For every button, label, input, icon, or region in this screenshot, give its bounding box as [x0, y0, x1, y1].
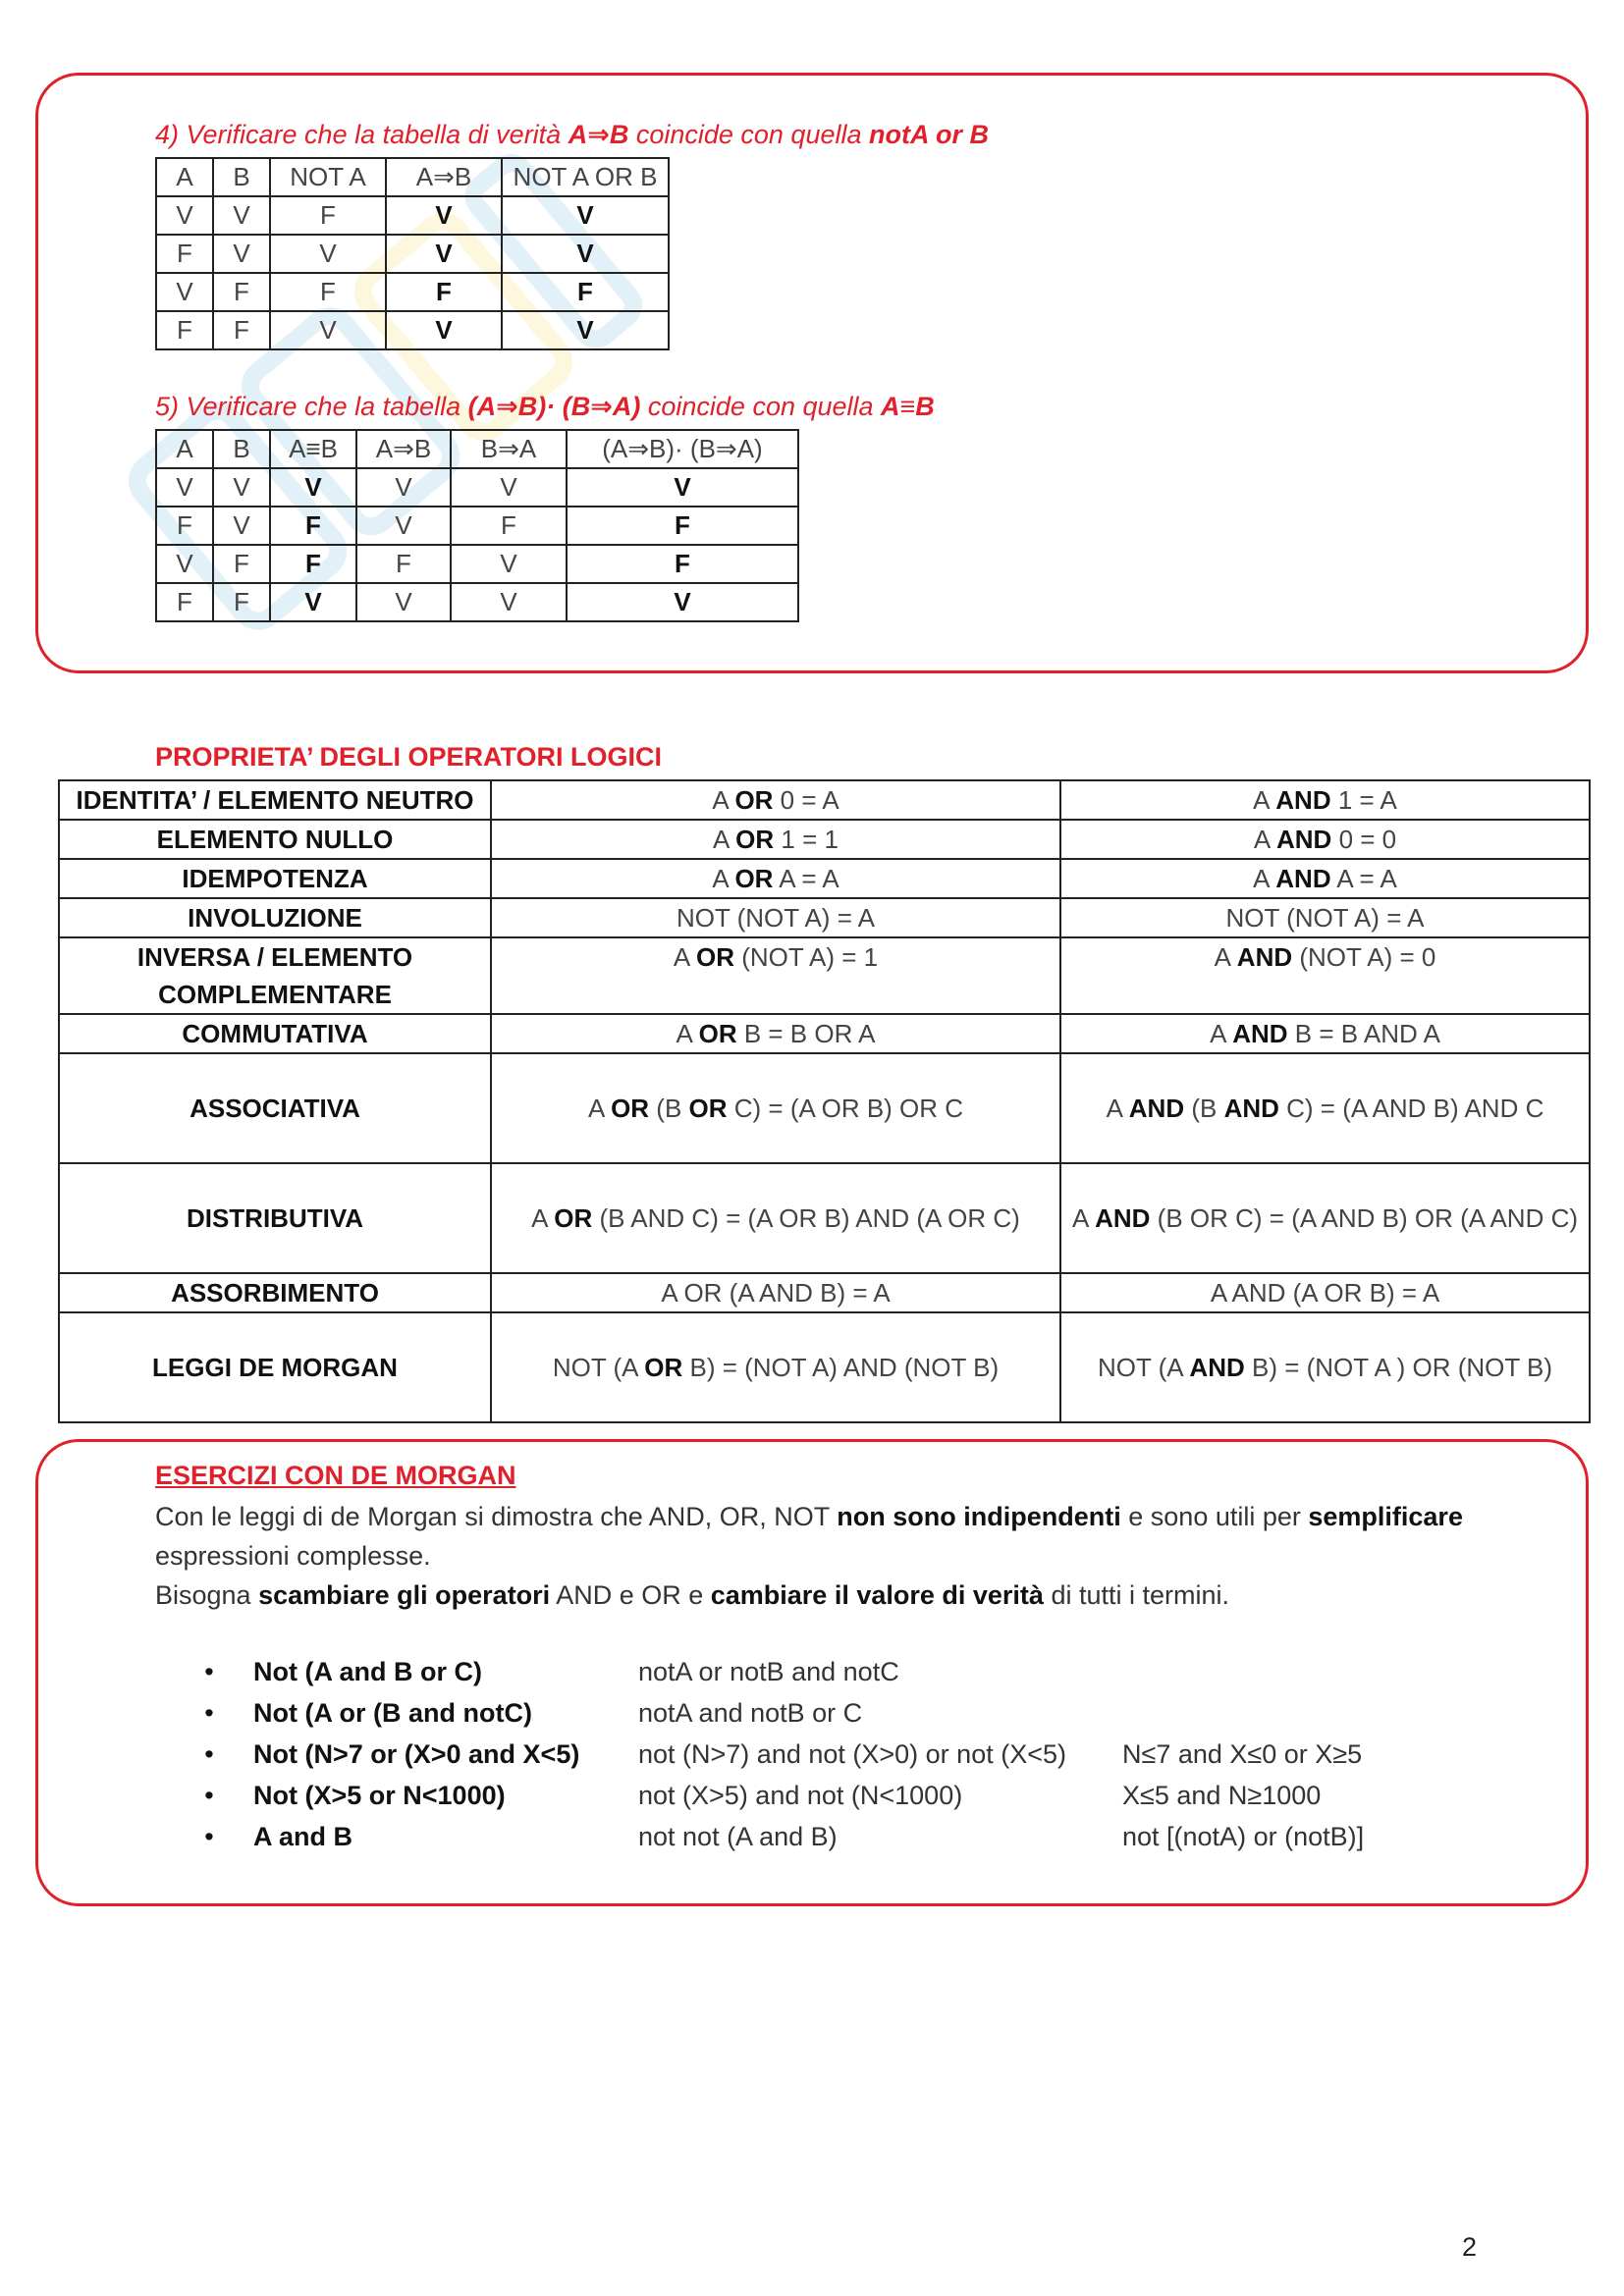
cell: V: [386, 196, 502, 235]
rule-text: B = B OR A: [736, 1019, 876, 1048]
header-cell: B: [213, 158, 270, 196]
rule-text: (B OR C) = (A AND B) OR (A AND C): [1150, 1203, 1579, 1233]
cell: F: [156, 311, 213, 349]
cell: F: [156, 583, 213, 621]
properties-table: [58, 779, 1591, 1423]
cell: V: [213, 235, 270, 273]
or-rule: [491, 1312, 1060, 1422]
cell: V: [213, 468, 270, 507]
property-name: INVOLUZIONE: [59, 898, 491, 937]
rule-operator: OR: [734, 864, 774, 893]
rule-operator: OR: [698, 1019, 737, 1048]
table-row: [59, 1014, 1590, 1053]
truth-table-5: [155, 429, 799, 622]
exercise-result: not not (A and B): [638, 1822, 838, 1851]
rule-text: A: [712, 864, 735, 893]
rule-text: A: [531, 1203, 555, 1233]
property-name: ELEMENTO NULLO: [59, 820, 491, 859]
cell: F: [213, 545, 270, 583]
rule-text: NOT (A: [552, 1353, 645, 1382]
rule-text: A: [676, 1019, 699, 1048]
rule-text: A: [673, 942, 696, 972]
table-header-row: [156, 430, 798, 468]
rule-text: A: [1214, 942, 1237, 972]
table-row: [156, 468, 798, 507]
rule-text: A = A: [773, 864, 839, 893]
exercise-simplified: not [(notA) or (notB)]: [1122, 1822, 1365, 1851]
bullet-icon: •: [204, 1657, 214, 1686]
exercise-expression: Not (X>5 or N<1000): [253, 1781, 506, 1810]
exercise-expression: A and B: [253, 1822, 352, 1851]
or-rule: [491, 937, 1060, 1014]
cell: V: [213, 196, 270, 235]
rule-text: C) = (A OR B) OR C: [727, 1094, 964, 1123]
header-cell: B⇒A: [451, 430, 567, 468]
rule-text: NOT (NOT A) = A: [1225, 903, 1425, 933]
heading-expr: A⇒B: [568, 120, 629, 149]
heading-text: coincide con quella: [640, 392, 882, 421]
exercise-simplified: X≤5 and N≥1000: [1122, 1781, 1322, 1810]
exercise-result: notA and notB or C: [638, 1698, 863, 1728]
or-rule: [491, 820, 1060, 859]
rule-text: NOT (NOT A) = A: [676, 903, 876, 933]
rule-text: C) = (A AND B) AND C: [1278, 1094, 1544, 1123]
table-row: [59, 1053, 1590, 1163]
rule-text: (B: [649, 1094, 689, 1123]
property-name: INVERSA / ELEMENTO COMPLEMENTARE: [59, 937, 491, 1014]
table-row: [59, 937, 1590, 1014]
property-name: COMMUTATIVA: [59, 1014, 491, 1053]
rule-text: (B AND C) = (A OR B) AND (A OR C): [592, 1203, 1020, 1233]
rule-operator: AND: [1189, 1353, 1245, 1382]
rule-operator: AND: [1275, 785, 1331, 815]
paragraph-text: di tutti i termini.: [1043, 1580, 1229, 1610]
cell: F: [156, 235, 213, 273]
rule-text: A: [1253, 825, 1276, 854]
header-cell: B: [213, 430, 270, 468]
rule-text: A: [1210, 1019, 1233, 1048]
paragraph-bold: cambiare il valore di verità: [710, 1580, 1044, 1610]
cell: F: [567, 545, 798, 583]
rule-text: A AND (A OR B) = A: [1210, 1278, 1440, 1308]
cell: V: [156, 545, 213, 583]
cell: V: [502, 235, 669, 273]
rule-operator: OR: [735, 825, 775, 854]
header-cell: (A⇒B)· (B⇒A): [567, 430, 798, 468]
rule-text: 1 = A: [1330, 785, 1397, 815]
rule-operator: AND: [1128, 1094, 1185, 1123]
and-rule: [1060, 1053, 1590, 1163]
rule-operator: AND: [1276, 825, 1332, 854]
bullet-icon: •: [204, 1781, 214, 1810]
cell: F: [567, 507, 798, 545]
or-rule: [491, 859, 1060, 898]
cell: V: [270, 583, 356, 621]
and-rule: [1060, 1273, 1590, 1312]
or-rule: [491, 1273, 1060, 1312]
rule-text: B) = (NOT A ) OR (NOT B): [1244, 1353, 1553, 1382]
header-cell: A: [156, 158, 213, 196]
exercise-5-heading: [155, 392, 935, 422]
cell: V: [451, 468, 567, 507]
cell: V: [270, 311, 386, 349]
rule-operator: OR: [644, 1353, 683, 1382]
table-row: [59, 1273, 1590, 1312]
table-row: [156, 507, 798, 545]
rule-operator: AND: [1232, 1019, 1288, 1048]
table-row: [156, 235, 669, 273]
paragraph-bold: non sono indipendenti: [837, 1502, 1121, 1531]
cell: V: [356, 583, 451, 621]
table-row: [59, 898, 1590, 937]
cell: V: [356, 468, 451, 507]
rule-text: B = B AND A: [1287, 1019, 1440, 1048]
cell: V: [502, 311, 669, 349]
page-number: 2: [1461, 2232, 1477, 2262]
exercise-result: not (N>7) and not (X>0) or not (X<5): [638, 1739, 1066, 1769]
rule-operator: OR: [695, 942, 734, 972]
table-row: [59, 859, 1590, 898]
rule-operator: OR: [554, 1203, 593, 1233]
rule-text: A: [587, 1094, 612, 1123]
cell: V: [270, 468, 356, 507]
exercise-result: not (X>5) and not (N<1000): [638, 1781, 963, 1810]
cell: V: [567, 583, 798, 621]
demorgan-paragraph-1: [155, 1497, 1530, 1575]
header-cell: A≡B: [270, 430, 356, 468]
and-rule: [1060, 1163, 1590, 1273]
rule-text: A: [1106, 1094, 1129, 1123]
property-name: LEGGI DE MORGAN: [59, 1312, 491, 1422]
paragraph-text: e sono utili per: [1120, 1502, 1309, 1531]
cell: V: [451, 545, 567, 583]
rule-text: A: [713, 825, 736, 854]
header-cell: NOT A: [270, 158, 386, 196]
property-name: ASSOCIATIVA: [59, 1053, 491, 1163]
rule-text: NOT (A: [1097, 1353, 1190, 1382]
bullet-icon: •: [204, 1698, 214, 1728]
cell: F: [270, 507, 356, 545]
exercise-simplified: N≤7 and X≤0 or X≥5: [1122, 1739, 1363, 1769]
cell: V: [270, 235, 386, 273]
truth-table-4: [155, 157, 670, 350]
cell: V: [156, 273, 213, 311]
paragraph-bold: semplificare: [1308, 1502, 1463, 1531]
cell: F: [270, 196, 386, 235]
cell: V: [386, 235, 502, 273]
property-name: IDENTITA’ / ELEMENTO NEUTRO: [59, 780, 491, 820]
cell: V: [156, 468, 213, 507]
heading-text: coincide con quella: [628, 120, 869, 149]
header-cell: A⇒B: [386, 158, 502, 196]
exercise-4-heading: [155, 120, 989, 150]
and-rule: [1060, 820, 1590, 859]
cell: F: [451, 507, 567, 545]
cell: V: [502, 196, 669, 235]
cell: F: [356, 545, 451, 583]
cell: F: [213, 273, 270, 311]
rule-text: A: [1071, 1203, 1096, 1233]
cell: F: [270, 273, 386, 311]
paragraph-bold: scambiare gli operatori: [258, 1580, 551, 1610]
rule-operator: OR: [734, 785, 774, 815]
rule-text: (NOT A) = 0: [1292, 942, 1436, 972]
cell: V: [386, 311, 502, 349]
table-row: [59, 1163, 1590, 1273]
cell: F: [156, 507, 213, 545]
rule-operator: AND: [1236, 942, 1293, 972]
cell: F: [386, 273, 502, 311]
rule-text: 0 = A: [773, 785, 839, 815]
rule-operator: AND: [1275, 864, 1331, 893]
table-row: [59, 780, 1590, 820]
and-rule: [1060, 859, 1590, 898]
exercise-expression: Not (N>7 or (X>0 and X<5): [253, 1739, 580, 1769]
heading-expr: notA or B: [869, 120, 989, 149]
property-name: DISTRIBUTIVA: [59, 1163, 491, 1273]
bullet-icon: •: [204, 1739, 214, 1769]
rule-text: A = A: [1330, 864, 1397, 893]
cell: V: [213, 507, 270, 545]
or-rule: [491, 898, 1060, 937]
rule-text: A: [1253, 785, 1276, 815]
cell: V: [451, 583, 567, 621]
rule-operator: AND: [1095, 1203, 1151, 1233]
paragraph-text: Bisogna: [155, 1580, 259, 1610]
cell: V: [567, 468, 798, 507]
table-row: [59, 820, 1590, 859]
rule-operator: OR: [611, 1094, 650, 1123]
or-rule: [491, 1014, 1060, 1053]
table-row: [156, 545, 798, 583]
rule-text: A: [1253, 864, 1276, 893]
rule-text: (NOT A) = 1: [733, 942, 879, 972]
rule-operator: AND: [1223, 1094, 1279, 1123]
bullet-icon: •: [204, 1822, 214, 1851]
table-row: [156, 311, 669, 349]
header-cell: A: [156, 430, 213, 468]
table-header-row: [156, 158, 669, 196]
demorgan-title: ESERCIZI CON DE MORGAN: [155, 1461, 516, 1490]
property-name: IDEMPOTENZA: [59, 859, 491, 898]
table-row: [156, 273, 669, 311]
rule-text: A OR (A AND B) = A: [661, 1278, 891, 1308]
rule-text: (B: [1184, 1094, 1224, 1123]
cell: F: [213, 311, 270, 349]
exercise-result: notA or notB and notC: [638, 1657, 899, 1686]
rule-text: A: [712, 785, 735, 815]
paragraph-text: Con le leggi di de Morgan si dimostra che AND, OR, NOT: [155, 1502, 838, 1531]
cell: F: [502, 273, 669, 311]
or-rule: [491, 780, 1060, 820]
exercise-expression: Not (A and B or C): [253, 1657, 482, 1686]
demorgan-paragraph-2: [155, 1575, 1530, 1615]
table-row: [156, 196, 669, 235]
and-rule: [1060, 780, 1590, 820]
cell: V: [356, 507, 451, 545]
header-cell: A⇒B: [356, 430, 451, 468]
cell: F: [213, 583, 270, 621]
header-cell: NOT A OR B: [502, 158, 669, 196]
heading-text: 4) Verificare che la tabella di verità: [155, 120, 568, 149]
heading-expr: A≡B: [881, 392, 935, 421]
or-rule: [491, 1053, 1060, 1163]
exercise-expression: Not (A or (B and notC): [253, 1698, 532, 1728]
cell: V: [156, 196, 213, 235]
rule-text: 1 = 1: [774, 825, 839, 854]
rule-text: B) = (NOT A) AND (NOT B): [682, 1353, 1000, 1382]
rule-operator: OR: [688, 1094, 728, 1123]
and-rule: [1060, 898, 1590, 937]
property-name: ASSORBIMENTO: [59, 1273, 491, 1312]
cell: F: [270, 545, 356, 583]
and-rule: [1060, 937, 1590, 1014]
paragraph-text: espressioni complesse.: [155, 1541, 431, 1571]
properties-title: PROPRIETA’ DEGLI OPERATORI LOGICI: [155, 742, 663, 772]
heading-text: 5) Verificare che la tabella: [155, 392, 468, 421]
table-row: [59, 1312, 1590, 1422]
rule-text: 0 = 0: [1331, 825, 1397, 854]
heading-expr: (A⇒B)· (B⇒A): [467, 392, 641, 421]
table-row: [156, 583, 798, 621]
or-rule: [491, 1163, 1060, 1273]
paragraph-text: AND e OR e: [550, 1580, 711, 1610]
and-rule: [1060, 1014, 1590, 1053]
and-rule: [1060, 1312, 1590, 1422]
